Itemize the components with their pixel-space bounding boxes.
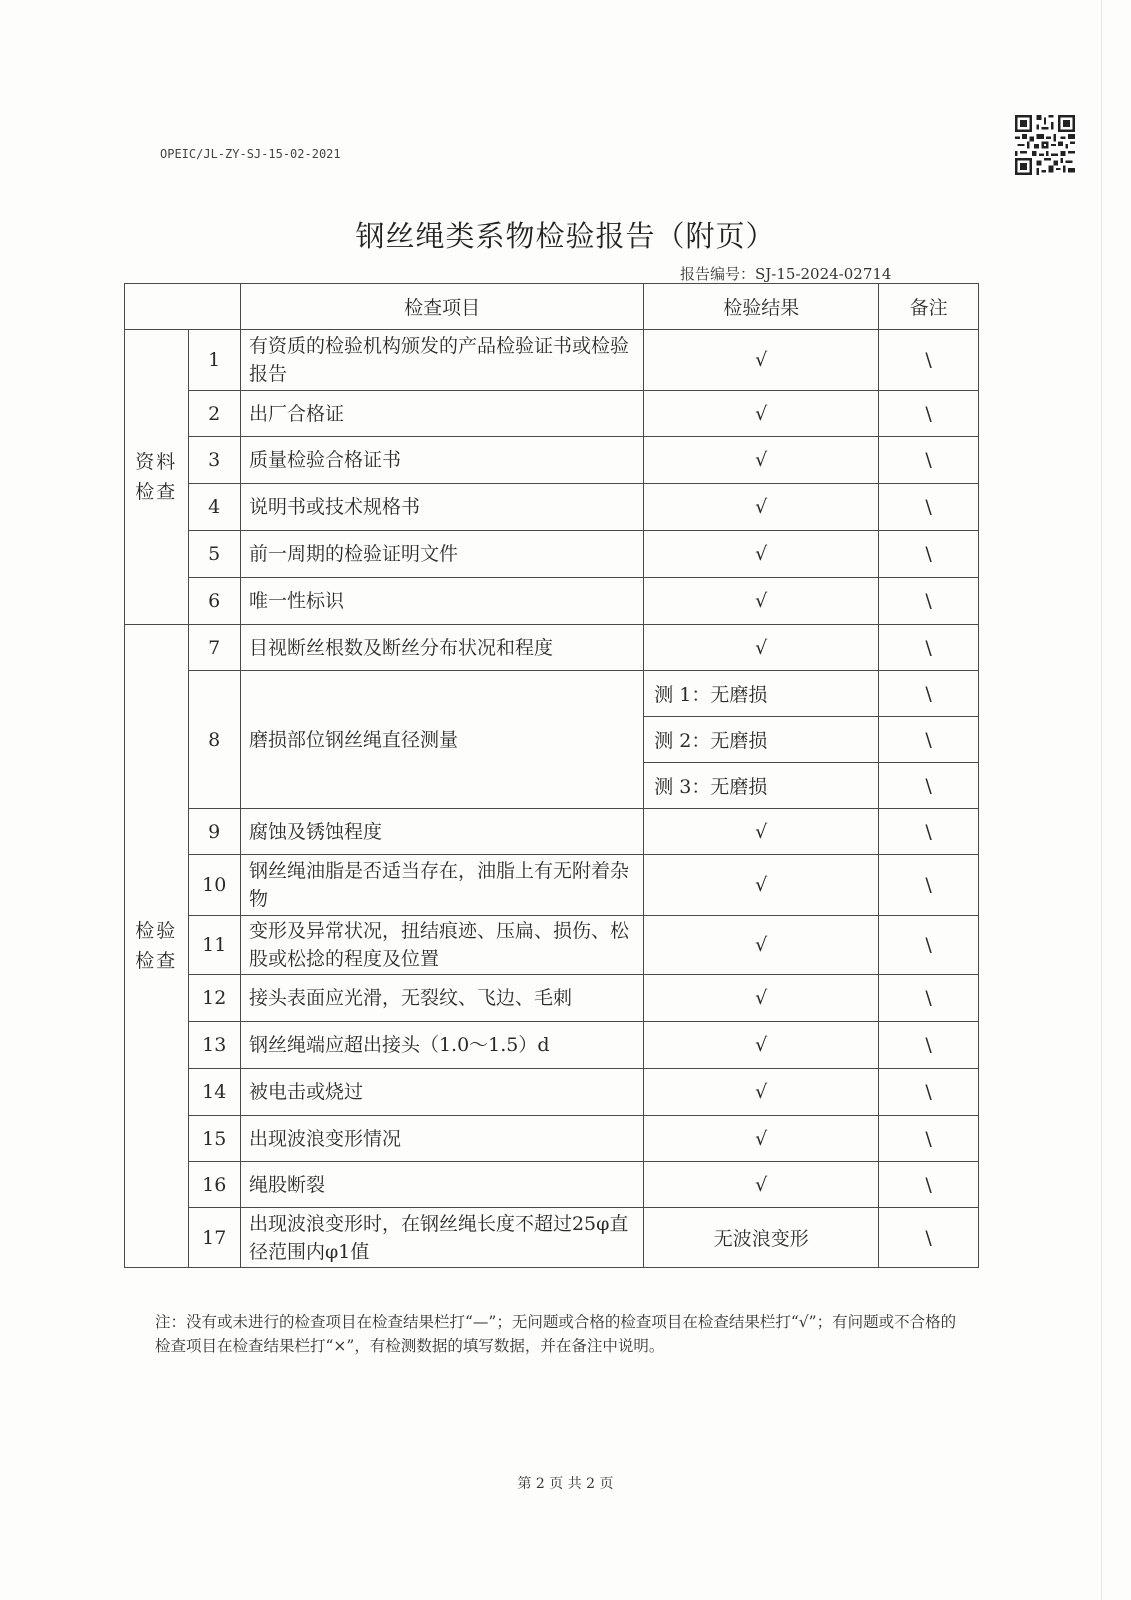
row-remark: \ [879,437,979,484]
row-result: √ [644,916,879,975]
row-result: √ [644,1022,879,1069]
row-sub-result: 测 2：无磨损 [644,717,879,763]
category-inspect: 检验检查 [125,625,189,1268]
table-row [125,391,979,437]
table-row [125,437,979,484]
row-number: 9 [188,809,240,855]
table-row [125,809,979,855]
row-number: 4 [188,484,240,531]
qr-code-icon [1015,115,1075,175]
row-remark: \ [879,809,979,855]
row-remark: \ [879,484,979,531]
row-item: 有资质的检验机构颁发的产品检验证书或检验报告 [240,330,643,391]
table-row [125,484,979,531]
table-header-row [125,284,979,330]
row-remark: \ [879,855,979,916]
row-item: 前一周期的检验证明文件 [240,531,643,578]
row-item: 钢丝绳端应超出接头（1.0～1.5）d [240,1022,643,1069]
row-remark: \ [879,975,979,1022]
row-item: 绳股断裂 [240,1162,643,1208]
row-sub-result: 测 1：无磨损 [644,671,879,717]
table-row [125,1069,979,1116]
row-remark: \ [879,1116,979,1162]
row-number: 13 [188,1022,240,1069]
row-remark: \ [879,391,979,437]
row-item: 出现波浪变形时，在钢丝绳长度不超过25φ直径范围内φ1值 [240,1208,643,1268]
row-result: √ [644,531,879,578]
table-row [125,1022,979,1069]
row-remark: \ [879,625,979,671]
row-remark: \ [879,671,979,717]
row-item: 出厂合格证 [240,391,643,437]
row-item: 接头表面应光滑，无裂纹、飞边、毛刺 [240,975,643,1022]
table-row [125,625,979,671]
row-number: 8 [188,671,240,809]
row-result: √ [644,484,879,531]
row-remark: \ [879,763,979,809]
row-number: 10 [188,855,240,916]
document-code: OPEIC/JL-ZY-SJ-15-02-2021 [160,147,341,161]
row-item: 变形及异常状况，扭结痕迹、压扁、损伤、松股或松捻的程度及位置 [240,916,643,975]
footnote: 注：没有或未进行的检查项目在检查结果栏打“—”；无问题或合格的检查项目在检查结果栏打“√”；有问题或不合格的检查项目在检查结果栏打“×”，有检测数据的填写数据，并在备注中说明。 [155,1313,957,1355]
row-remark: \ [879,1069,979,1116]
row-number: 15 [188,1116,240,1162]
inspection-table [124,283,979,1268]
row-number: 1 [188,330,240,391]
row-number: 16 [188,1162,240,1208]
row-result: 无波浪变形 [644,1208,879,1268]
row-result: √ [644,391,879,437]
row-result: √ [644,1162,879,1208]
header-item: 检查项目 [240,284,643,330]
row-remark: \ [879,1208,979,1268]
row-item: 腐蚀及锈蚀程度 [240,809,643,855]
table-row [125,916,979,975]
table-row [125,531,979,578]
row-item: 被电击或烧过 [240,1069,643,1116]
category-docs: 资料检查 [125,330,189,625]
row-number: 12 [188,975,240,1022]
row-number: 11 [188,916,240,975]
row-result: √ [644,578,879,625]
row-number: 3 [188,437,240,484]
table-row [125,671,979,717]
row-remark: \ [879,531,979,578]
row-remark: \ [879,717,979,763]
row-result: √ [644,1069,879,1116]
row-result: √ [644,1116,879,1162]
row-item: 钢丝绳油脂是否适当存在，油脂上有无附着杂物 [240,855,643,916]
row-number: 7 [188,625,240,671]
header-result: 检验结果 [644,284,879,330]
page-title: 钢丝绳类系物检验报告（附页） [355,219,776,253]
row-remark: \ [879,1162,979,1208]
row-item: 目视断丝根数及断丝分布状况和程度 [240,625,643,671]
row-remark: \ [879,916,979,975]
row-item: 说明书或技术规格书 [240,484,643,531]
table-row [125,1208,979,1268]
header-blank-cell [125,284,241,330]
row-number: 14 [188,1069,240,1116]
row-result: √ [644,809,879,855]
row-number: 17 [188,1208,240,1268]
report-number: 报告编号：SJ-15-2024-02714 [680,265,892,283]
page-number: 第 2 页 共 2 页 [517,1476,614,1492]
row-number: 5 [188,531,240,578]
row-item: 磨损部位钢丝绳直径测量 [240,671,643,809]
row-result: √ [644,437,879,484]
table-row [125,330,979,391]
row-result: √ [644,330,879,391]
row-item: 质量检验合格证书 [240,437,643,484]
row-remark: \ [879,1022,979,1069]
row-number: 6 [188,578,240,625]
table-row [125,1116,979,1162]
table-row [125,855,979,916]
row-result: √ [644,625,879,671]
row-sub-result: 测 3：无磨损 [644,763,879,809]
table-row [125,975,979,1022]
row-item: 出现波浪变形情况 [240,1116,643,1162]
row-remark: \ [879,578,979,625]
row-result: √ [644,975,879,1022]
row-remark: \ [879,330,979,391]
table-row [125,578,979,625]
row-item: 唯一性标识 [240,578,643,625]
row-number: 2 [188,391,240,437]
header-remark: 备注 [879,284,979,330]
row-result: √ [644,855,879,916]
table-row [125,1162,979,1208]
